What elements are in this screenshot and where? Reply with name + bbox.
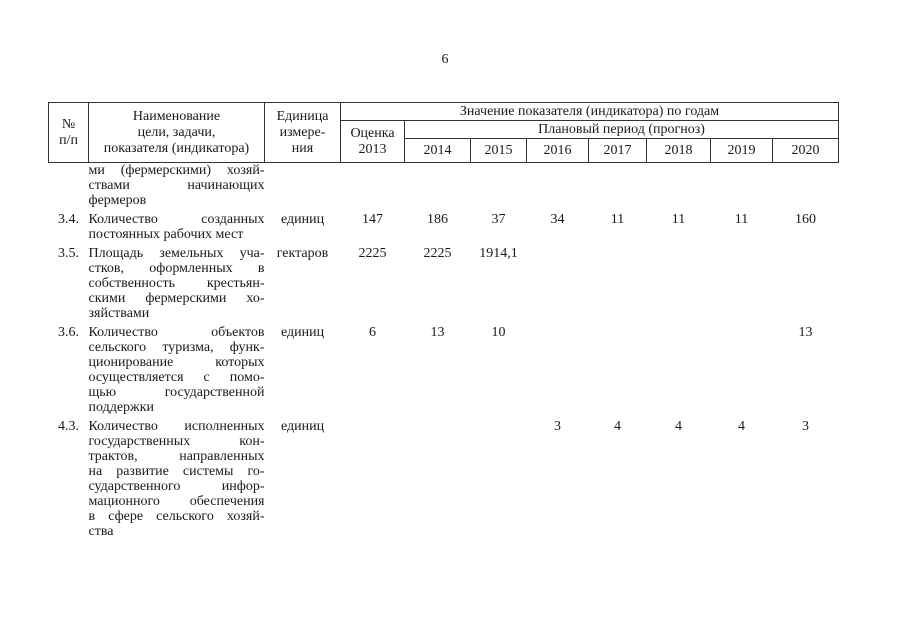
row-value bbox=[405, 163, 471, 213]
row-value: 34 bbox=[550, 212, 565, 227]
header-year-2019: 2019 bbox=[711, 139, 773, 163]
row-name-line: на развитие системы го- bbox=[88, 464, 265, 479]
row-name-line: постоянных рабочих мест bbox=[88, 227, 244, 242]
page-number: 6 bbox=[441, 52, 449, 67]
row-value: 1914,1 bbox=[479, 246, 518, 261]
header-unit: Единица измере- ния bbox=[265, 103, 341, 163]
row-unit: единиц bbox=[280, 325, 325, 340]
header-estimate: Оценка 2013 bbox=[341, 121, 405, 163]
row-name-line: Количество созданных bbox=[88, 212, 265, 227]
row-value bbox=[589, 163, 647, 213]
row-value bbox=[773, 246, 839, 325]
table-header bbox=[49, 103, 839, 163]
row-value bbox=[471, 419, 527, 543]
row-number: 3.5. bbox=[58, 246, 79, 261]
table-row bbox=[49, 325, 839, 419]
row-name-line: собственность крестьян- bbox=[88, 276, 265, 291]
row-name-line: зяйствами bbox=[88, 306, 150, 321]
header-year-2015: 2015 bbox=[471, 139, 527, 163]
header-name: Наименование цели, задачи, показателя (индикатора) bbox=[89, 103, 265, 163]
row-value: 10 bbox=[491, 325, 506, 340]
row-name bbox=[89, 325, 265, 419]
row-name bbox=[89, 246, 265, 325]
row-unit bbox=[265, 163, 341, 213]
row-value bbox=[341, 163, 405, 213]
row-name-line: ционирование которых bbox=[88, 355, 265, 370]
header-num: № п/п bbox=[49, 103, 89, 163]
table-row bbox=[49, 212, 839, 246]
row-value bbox=[527, 325, 589, 419]
row-value: 2225 bbox=[423, 246, 452, 261]
row-value bbox=[647, 246, 711, 325]
header-year-2020: 2020 bbox=[773, 139, 839, 163]
row-name-line: фермеров bbox=[88, 193, 147, 208]
row-value bbox=[589, 246, 647, 325]
row-value bbox=[527, 246, 589, 325]
row-name-line: трактов, направленных bbox=[88, 449, 265, 464]
table-row bbox=[49, 419, 839, 543]
row-value bbox=[527, 163, 589, 213]
row-unit: единиц bbox=[280, 419, 325, 434]
row-name-line: мационного обеспечения bbox=[88, 494, 265, 509]
row-name-line: государственных кон- bbox=[88, 434, 265, 449]
row-value: 3 bbox=[554, 419, 561, 434]
row-unit: гектаров bbox=[276, 246, 329, 261]
row-value: 11 bbox=[734, 212, 749, 227]
row-name-line: в сфере сельского хозяй- bbox=[88, 509, 265, 524]
row-value: 2225 bbox=[358, 246, 387, 261]
row-name-line: поддержки bbox=[88, 400, 155, 415]
row-value: 4 bbox=[675, 419, 682, 434]
table-row bbox=[49, 246, 839, 325]
indicator-table bbox=[48, 102, 839, 543]
row-name-line: сельского туризма, функ- bbox=[88, 340, 265, 355]
header-plan-title: Плановый период (прогноз) bbox=[405, 121, 839, 139]
row-value: 147 bbox=[362, 212, 383, 227]
row-value: 13 bbox=[798, 325, 813, 340]
header-year-2017: 2017 bbox=[589, 139, 647, 163]
row-value bbox=[471, 163, 527, 213]
row-name bbox=[89, 163, 265, 213]
row-name-line: осуществляется с помо- bbox=[88, 370, 265, 385]
row-value: 4 bbox=[738, 419, 745, 434]
row-name-line: Площадь земельных уча- bbox=[88, 246, 265, 261]
row-value: 13 bbox=[430, 325, 445, 340]
row-value bbox=[341, 419, 405, 543]
row-number bbox=[49, 163, 89, 213]
header-values-title: Значение показателя (индикатора) по годам bbox=[341, 103, 839, 121]
header-year-2018: 2018 bbox=[647, 139, 711, 163]
row-name-line: ми (фермерскими) хозяй- bbox=[88, 163, 265, 178]
table-body bbox=[49, 163, 839, 544]
row-name-line: Количество объектов bbox=[88, 325, 265, 340]
row-value bbox=[647, 163, 711, 213]
row-name-line: Количество исполненных bbox=[88, 419, 265, 434]
row-name-line: скими фермерскими хо- bbox=[88, 291, 265, 306]
row-name-line: щью государственной bbox=[88, 385, 265, 400]
row-value: 186 bbox=[427, 212, 448, 227]
header-year-2014: 2014 bbox=[405, 139, 471, 163]
row-value bbox=[773, 163, 839, 213]
row-value: 6 bbox=[369, 325, 376, 340]
row-value bbox=[711, 325, 773, 419]
row-value bbox=[711, 246, 773, 325]
row-value bbox=[405, 419, 471, 543]
row-value: 160 bbox=[795, 212, 816, 227]
row-value: 4 bbox=[614, 419, 621, 434]
row-name-line: ствами начинающих bbox=[88, 178, 265, 193]
row-number: 4.3. bbox=[58, 419, 79, 434]
header-year-2016: 2016 bbox=[527, 139, 589, 163]
row-value: 11 bbox=[671, 212, 686, 227]
row-name bbox=[89, 212, 265, 246]
row-value: 37 bbox=[491, 212, 506, 227]
row-value bbox=[711, 163, 773, 213]
row-number: 3.6. bbox=[58, 325, 79, 340]
row-unit: единиц bbox=[280, 212, 325, 227]
row-value bbox=[647, 325, 711, 419]
row-value: 3 bbox=[802, 419, 809, 434]
row-name-line: сударственного инфор- bbox=[88, 479, 265, 494]
row-value: 11 bbox=[610, 212, 625, 227]
row-value bbox=[589, 325, 647, 419]
row-name-line: стков, оформленных в bbox=[88, 261, 265, 276]
row-name-line: ства bbox=[88, 524, 114, 539]
table-row bbox=[49, 163, 839, 213]
row-number: 3.4. bbox=[58, 212, 79, 227]
row-name bbox=[89, 419, 265, 543]
